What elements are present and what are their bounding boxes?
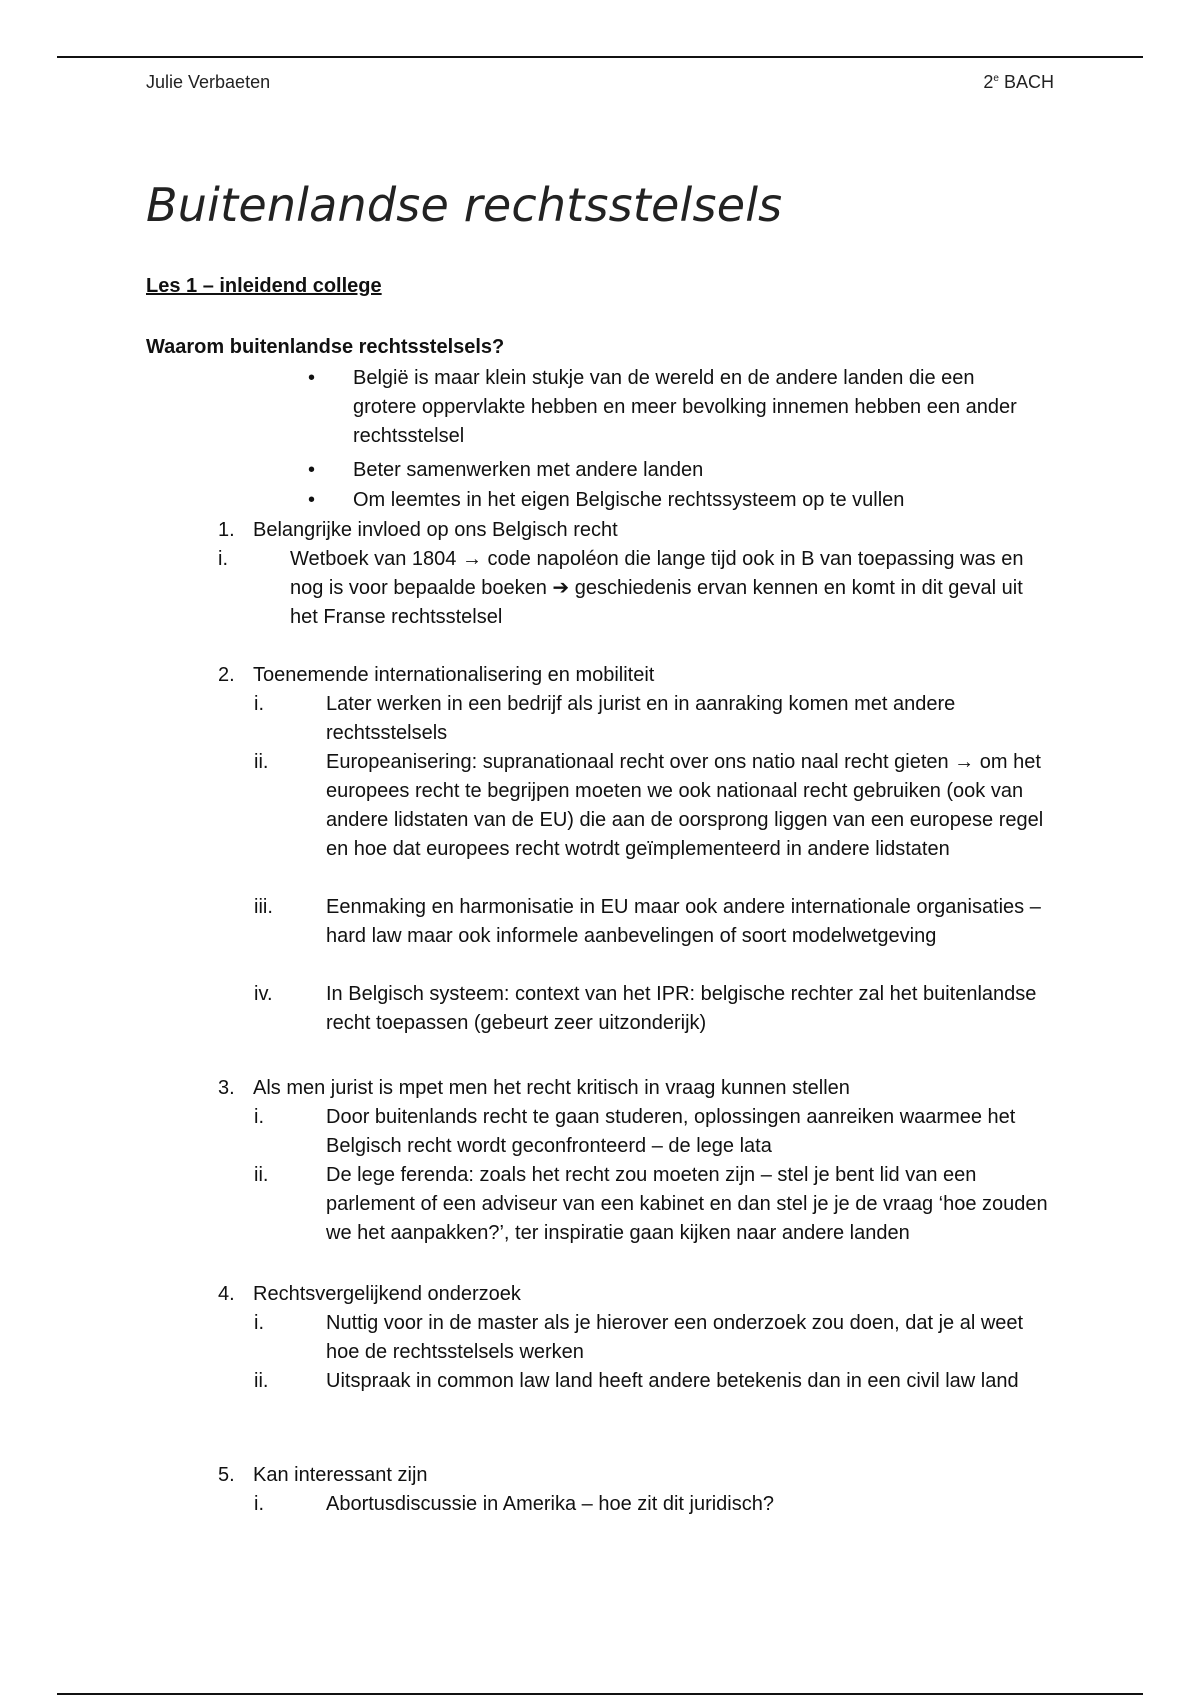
bullet-dot-icon: • <box>308 489 316 511</box>
lesson-heading: Les 1 – inleidend college <box>146 275 382 297</box>
sub-text: Eenmaking en harmonisatie in EU maar ook andere internationale organisaties – hard law maar ook informele aanbevelingen of soort modelwetgeving <box>326 896 1041 947</box>
sub-marker: i. <box>218 548 228 570</box>
sub-marker: i. <box>254 1312 264 1334</box>
bullet-text: België is maar klein stukje van de wereld en de andere landen die een grotere oppervlakte hebben en meer bevolking innemen hebben een ander rechtsstelsel <box>353 367 1017 447</box>
header-author: Julie Verbaeten <box>146 72 271 92</box>
header-year <box>983 72 1054 93</box>
year-label: BACH <box>998 72 1054 92</box>
section-title: Als men jurist is mpet men het recht kritisch in vraag kunnen stellen <box>253 1077 850 1099</box>
bullet-dot-icon: • <box>308 367 316 389</box>
document-title: Buitenlandse rechtsstelsels <box>146 178 783 232</box>
sub-marker: iii. <box>254 896 273 918</box>
section-number: 5. <box>218 1464 235 1486</box>
bottom-rule <box>57 1693 1143 1695</box>
sub-text: Nuttig voor in de master als je hierover een onderzoek zou doen, dat je al weet hoe de rechtsstelsels werken <box>326 1312 1024 1363</box>
bullet-text: Om leemtes in het eigen Belgische rechtssysteem op te vullen <box>353 489 905 511</box>
section-title: Kan interessant zijn <box>253 1464 428 1486</box>
section-title: Rechtsvergelijkend onderzoek <box>253 1283 521 1305</box>
sub-marker: i. <box>254 693 264 715</box>
sub-marker: iv. <box>254 983 273 1005</box>
sub-text: Wetboek van 1804 → code napoléon die lange tijd ook in B van toepassing was en nog is voor bepaalde boeken ➔ geschiedenis ervan kennen en komt in dit geval uit het Franse rechtsstelsel <box>290 548 1024 628</box>
section-number: 1. <box>218 519 235 541</box>
sub-text: De lege ferenda: zoals het recht zou moeten zijn – stel je bent lid van een parlement of een adviseur van een kabinet en dan stel je je de vraag ‘hoe zouden we het aanpakken?’, ter inspiratie gaan kijken naar andere landen <box>326 1164 1048 1244</box>
sub-text: Later werken in een bedrijf als jurist en in aanraking komen met andere rechtsstelsels <box>326 693 956 744</box>
section-title: Belangrijke invloed op ons Belgisch recht <box>253 519 618 541</box>
section-title: Toenemende internationalisering en mobiliteit <box>253 664 655 686</box>
sub-marker: i. <box>254 1106 264 1128</box>
sub-text: In Belgisch systeem: context van het IPR: belgische rechter zal het buitenlandse recht toepassen (gebeurt zeer uitzonderijk) <box>326 983 1037 1034</box>
sub-marker: ii. <box>254 1370 269 1392</box>
bullet-text: Beter samenwerken met andere landen <box>353 459 704 481</box>
section-number: 3. <box>218 1077 235 1099</box>
sub-marker: i. <box>254 1493 264 1515</box>
sub-text: Door buitenlands recht te gaan studeren, oplossingen aanreiken waarmee het Belgisch recht wordt geconfronteerd – de lege lata <box>326 1106 1016 1157</box>
sub-marker: ii. <box>254 1164 269 1186</box>
bullet-dot-icon: • <box>308 459 316 481</box>
why-heading: Waarom buitenlandse rechtsstelsels? <box>146 336 505 358</box>
year-suffix: e <box>993 73 999 84</box>
section-number: 4. <box>218 1283 235 1305</box>
section-number: 2. <box>218 664 235 686</box>
sub-text: Europeanisering: supranationaal recht over ons natio naal recht gieten → om het europees recht te begrijpen moeten we ook nationaal recht gebruiken (ook van andere lidstaten van de EU) die aan de oorsprong liggen van een europese regel en hoe dat europees recht wotrdt geïmplementeerd in andere lidstaten <box>326 751 1044 860</box>
sub-text: Uitspraak in common law land heeft andere betekenis dan in een civil law land <box>326 1370 1019 1392</box>
sub-text: Abortusdiscussie in Amerika – hoe zit dit juridisch? <box>326 1493 774 1515</box>
year-number: 2 <box>983 72 994 92</box>
sub-marker: ii. <box>254 751 269 773</box>
top-rule <box>57 56 1143 58</box>
